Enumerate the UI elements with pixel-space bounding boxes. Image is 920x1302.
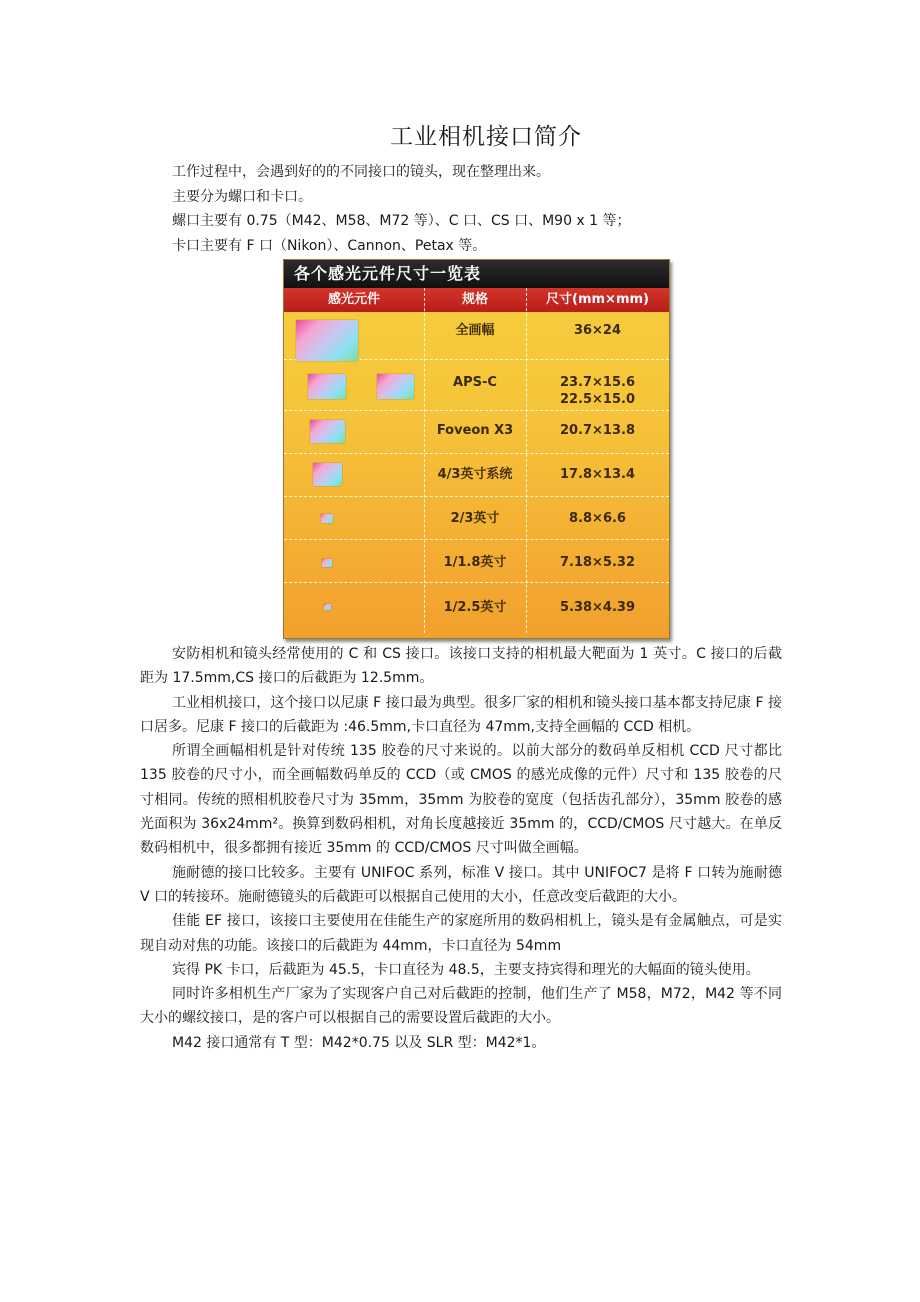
sensor-swatch-foveon (310, 420, 345, 443)
paragraph: 施耐德的接口比较多。主要有 UNIFOC 系列，标准 V 接口。其中 UNIFOC7 是将 F 口转为施耐德 V 口的转接环。施耐德镜头的后截距可以根据自己使用的大小，任意改变后截距的大小。 (140, 864, 782, 905)
article-body (140, 642, 782, 1055)
size-cell: 36×24 (573, 323, 622, 338)
intro-line: 工作过程中，会遇到好的的不同接口的镜头，现在整理出来。 (172, 164, 550, 180)
sensor-swatch-full-frame (296, 320, 358, 361)
row-divider (284, 539, 669, 540)
sensor-swatch-four-thirds (313, 463, 342, 486)
sensor-swatch-2-3 (321, 514, 333, 523)
spec-cell: 4/3英寸系统 (437, 467, 513, 482)
spec-cell: Foveon X3 (436, 423, 514, 438)
sensor-swatch-aps-c (377, 374, 414, 399)
paragraph: 所谓全画幅相机是针对传统 135 胶卷的尺寸来说的。以前大部分的数码单反相机 CCD 尺寸都比 135 胶卷的尺寸小，而全画幅数码单反的 CCD（或 CMOS 的感光成像的元件）尺寸和 135 胶卷的尺寸相同。传统的照相机胶卷尺寸为 35mm，35mm 为胶卷的宽度（包括齿孔部分），35mm 胶卷的感光面积为 36x24mm²。换算到数码相机，对角长度越接近 35mm 的，CCD/CMOS 尺寸越大。在单反数码相机中，很多都拥有接近 35mm 的 CCD/CMOS 尺寸叫做全画幅。 (140, 743, 782, 857)
paragraph: 安防相机和镜头经常使用的 C 和 CS 接口。该接口支持的相机最大靶面为 1 英寸。C 接口的后截距为 17.5mm,CS 接口的后截距为 12.5mm。 (140, 646, 782, 687)
row-divider (284, 496, 669, 497)
spec-cell: 1/2.5英寸 (443, 600, 507, 615)
sensor-swatch-1-1-8 (322, 559, 332, 567)
paragraph: 工业相机接口，这个接口以尼康 F 接口最为典型。很多厂家的相机和镜头接口基本都支持尼康 F 接口居多。尼康 F 接口的后截距为 :46.5mm,卡口直径为 47mm,支持全画幅的 CCD 相机。 (140, 694, 782, 735)
sensor-swatch-aps-c (308, 374, 346, 399)
intro-line: 螺口主要有 0.75（M42、M58、M72 等）、C 口、CS 口、M90 x 1 等； (172, 213, 631, 229)
intro-line: 卡口主要有 F 口（Nikon）、Cannon、Petax 等。 (172, 237, 487, 254)
header-size: 尺寸(mm×mm) (546, 292, 649, 307)
intro-block (172, 160, 772, 258)
size-cell: 23.7×15.6 22.5×15.0 (559, 375, 636, 407)
sensor-size-table (283, 259, 670, 639)
size-cell: 5.38×4.39 (559, 600, 636, 615)
paragraph: M42 接口通常有 T 型：M42*0.75 以及 SLR 型：M42*1。 (172, 1034, 546, 1051)
sensor-swatch-1-2-5 (324, 604, 331, 610)
header-sensor: 感光元件 (327, 292, 380, 307)
paragraph: 佳能 EF 接口，该接口主要使用在佳能生产的家庭所用的数码相机上，镜头是有金属触点，可是实现自动对焦的功能。该接口的后截距为 44mm，卡口直径为 54mm (140, 913, 782, 954)
paragraph: 宾得 PK 卡口，后截距为 45.5，卡口直径为 48.5，主要支持宾得和理光的大幅面的镜头使用。 (172, 961, 760, 978)
spec-cell: 1/1.8英寸 (443, 555, 507, 570)
paragraph: 同时许多相机生产厂家为了实现客户自己对后截距的控制，他们生产了 M58，M72，M42 等不同大小的螺纹接口，是的客户可以根据自己的需要设置后截距的大小。 (140, 986, 782, 1027)
table-header-row (284, 288, 669, 312)
page-title: 工业相机接口简介 (390, 124, 582, 150)
spec-cell: 2/3英寸 (450, 511, 500, 526)
size-cell: 17.8×13.4 (559, 467, 636, 482)
row-divider (284, 453, 669, 454)
intro-line: 主要分为螺口和卡口。 (172, 188, 312, 205)
row-divider (284, 582, 669, 583)
spec-cell: 全画幅 (455, 323, 495, 338)
table-title: 各个感光元件尺寸一览表 (284, 260, 669, 288)
size-cell: 8.8×6.6 (569, 511, 626, 526)
header-spec: 规格 (461, 292, 488, 307)
row-divider (284, 410, 669, 411)
size-cell: 20.7×13.8 (559, 423, 636, 438)
spec-cell: APS-C (453, 375, 497, 390)
size-cell: 7.18×5.32 (559, 555, 636, 570)
